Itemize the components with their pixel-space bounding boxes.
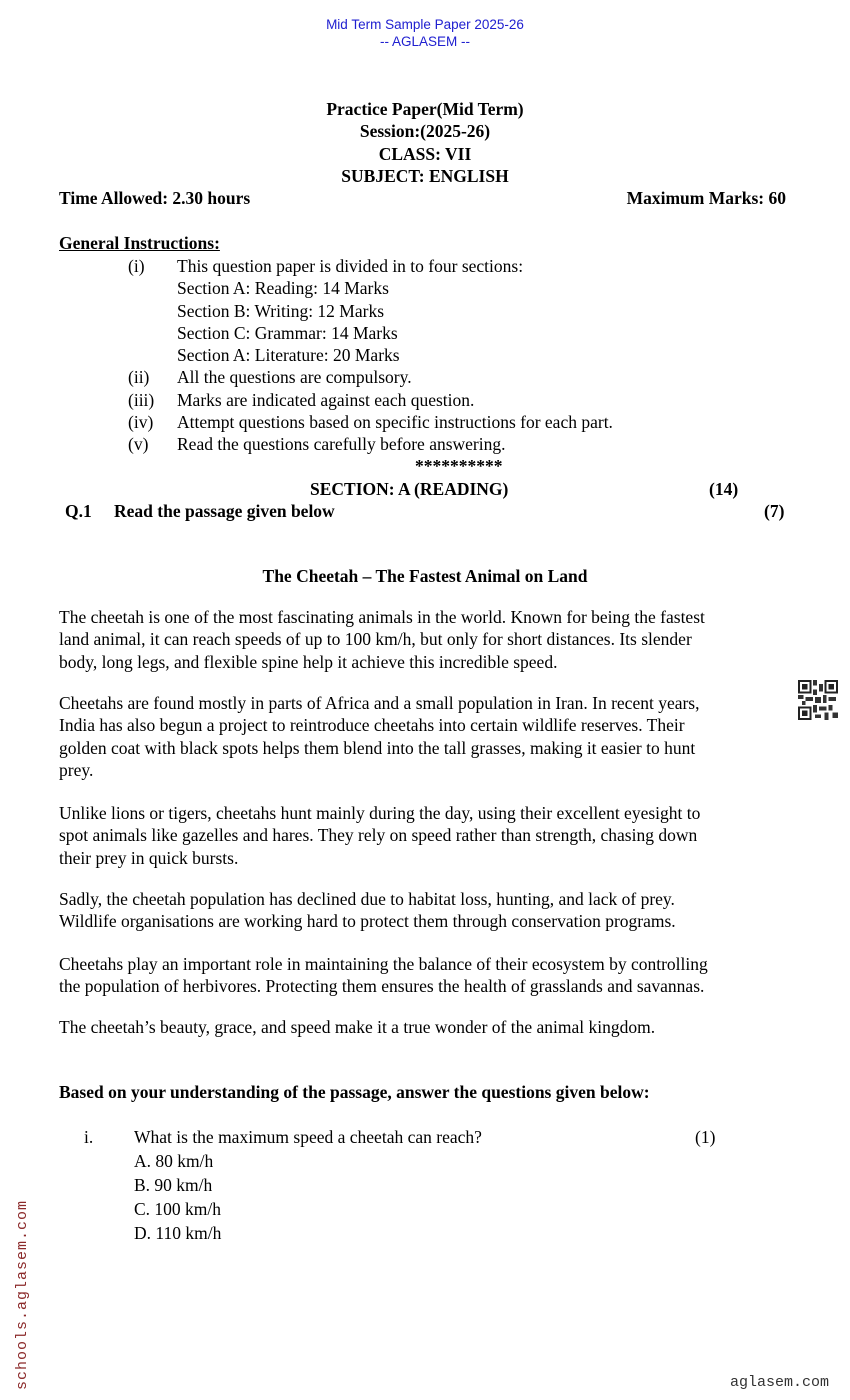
separator: ********** [415, 456, 503, 476]
session: Session:(2025-26) [359, 121, 491, 141]
passage-title: The Cheetah – The Fastest Animal on Land [262, 566, 588, 586]
paragraph-line: golden coat with black spots helps them blend into the tall grasses, making it easier to hunt [59, 737, 696, 758]
class: CLASS: VII [378, 144, 472, 164]
options-list [134, 1149, 221, 1245]
subject: SUBJECT: ENGLISH [341, 166, 509, 186]
item-text: Marks are indicated against each question. [177, 389, 475, 410]
paper-title: Practice Paper(Mid Term) [326, 99, 524, 119]
sub-question-marks: (1) [695, 1127, 716, 1147]
option-c: C. 100 km/h [134, 1199, 222, 1219]
question-marks: (7) [764, 501, 785, 521]
item-number: (i) [128, 256, 145, 276]
paragraph-line: India has also begun a project to reintroduce cheetahs into certain wildlife reserves. Their [59, 715, 685, 736]
passage-paragraph [59, 606, 705, 673]
paragraph-line: prey. [59, 759, 94, 780]
paragraph-line: The cheetah’s beauty, grace, and speed make it a true wonder of the animal kingdom. [59, 1017, 656, 1037]
watermark-side: schools.aglasem.com [14, 1199, 31, 1390]
watermark-header-line1: Mid Term Sample Paper 2025-26 [326, 17, 524, 32]
paragraph-line: Wildlife organisations are working hard to protect them through conservation programs. [59, 911, 676, 932]
option-b: B. 90 km/h [134, 1175, 213, 1195]
qr-code-icon [798, 680, 838, 720]
item-text: Attempt questions based on specific instructions for each part. [177, 412, 613, 433]
sub-question-number: i. [84, 1127, 94, 1147]
watermark-footer: aglasem.com [730, 1374, 830, 1391]
instructions-heading: General Instructions: [59, 233, 220, 253]
item-number: (iii) [128, 389, 155, 410]
passage-paragraph [59, 692, 700, 781]
paragraph-line: land animal, it can reach speeds of up to 100 km/h, but only for short distances. Its slender [59, 629, 692, 650]
paragraph-line: Cheetahs are found mostly in parts of Africa and a small population in Iran. In recent years, [59, 693, 700, 713]
item-text: Section B: Writing: 12 Marks [177, 300, 385, 321]
section-marks: (14) [709, 479, 739, 499]
item-number: (ii) [128, 367, 150, 388]
sub-question-text: What is the maximum speed a cheetah can reach? [134, 1127, 482, 1147]
item-number: (iv) [128, 412, 154, 433]
item-text: Section A: Literature: 20 Marks [177, 345, 400, 366]
option-a: A. 80 km/h [134, 1151, 214, 1171]
watermark-header-line2: -- AGLASEM -- [379, 34, 470, 49]
item-text: This question paper is divided in to four sections: [177, 256, 524, 276]
paragraph-line: their prey in quick bursts. [59, 847, 239, 868]
paragraph-line: The cheetah is one of the most fascinating animals in the world. Known for being the fastest [59, 607, 705, 627]
paragraph-line: the population of herbivores. Protecting them ensures the health of grasslands and savannas. [59, 976, 705, 997]
option-d: D. 110 km/h [134, 1223, 222, 1243]
question-number: Q.1 [65, 501, 92, 521]
time-allowed: Time Allowed: 2.30 hours [59, 188, 251, 208]
question-text: Read the passage given below [114, 501, 335, 521]
section-title: SECTION: A (READING) [310, 479, 509, 499]
paragraph-line: Cheetahs play an important role in maintaining the balance of their ecosystem by controlling [59, 954, 708, 974]
maximum-marks: Maximum Marks: 60 [626, 188, 786, 208]
passage-paragraph [59, 802, 700, 869]
item-text: All the questions are compulsory. [177, 367, 412, 388]
item-text: Read the questions carefully before answering. [177, 434, 506, 455]
item-text: Section A: Reading: 14 Marks [177, 278, 389, 299]
paragraph-line: Unlike lions or tigers, cheetahs hunt mainly during the day, using their excellent eyesight to [59, 803, 701, 823]
paragraph-line: Sadly, the cheetah population has declined due to habitat loss, hunting, and lack of prey. [59, 889, 675, 909]
passage-paragraph [59, 1016, 655, 1038]
passage-paragraph [59, 888, 676, 933]
questions-instruction: Based on your understanding of the passage, answer the questions given below: [59, 1082, 650, 1102]
paragraph-line: body, long legs, and flexible spine help it achieve this incredible speed. [59, 651, 558, 672]
item-number: (v) [128, 434, 149, 455]
item-text: Section C: Grammar: 14 Marks [177, 322, 398, 343]
passage-paragraph [59, 953, 708, 998]
paragraph-line: spot animals like gazelles and hares. They rely on speed rather than strength, chasing down [59, 825, 698, 846]
